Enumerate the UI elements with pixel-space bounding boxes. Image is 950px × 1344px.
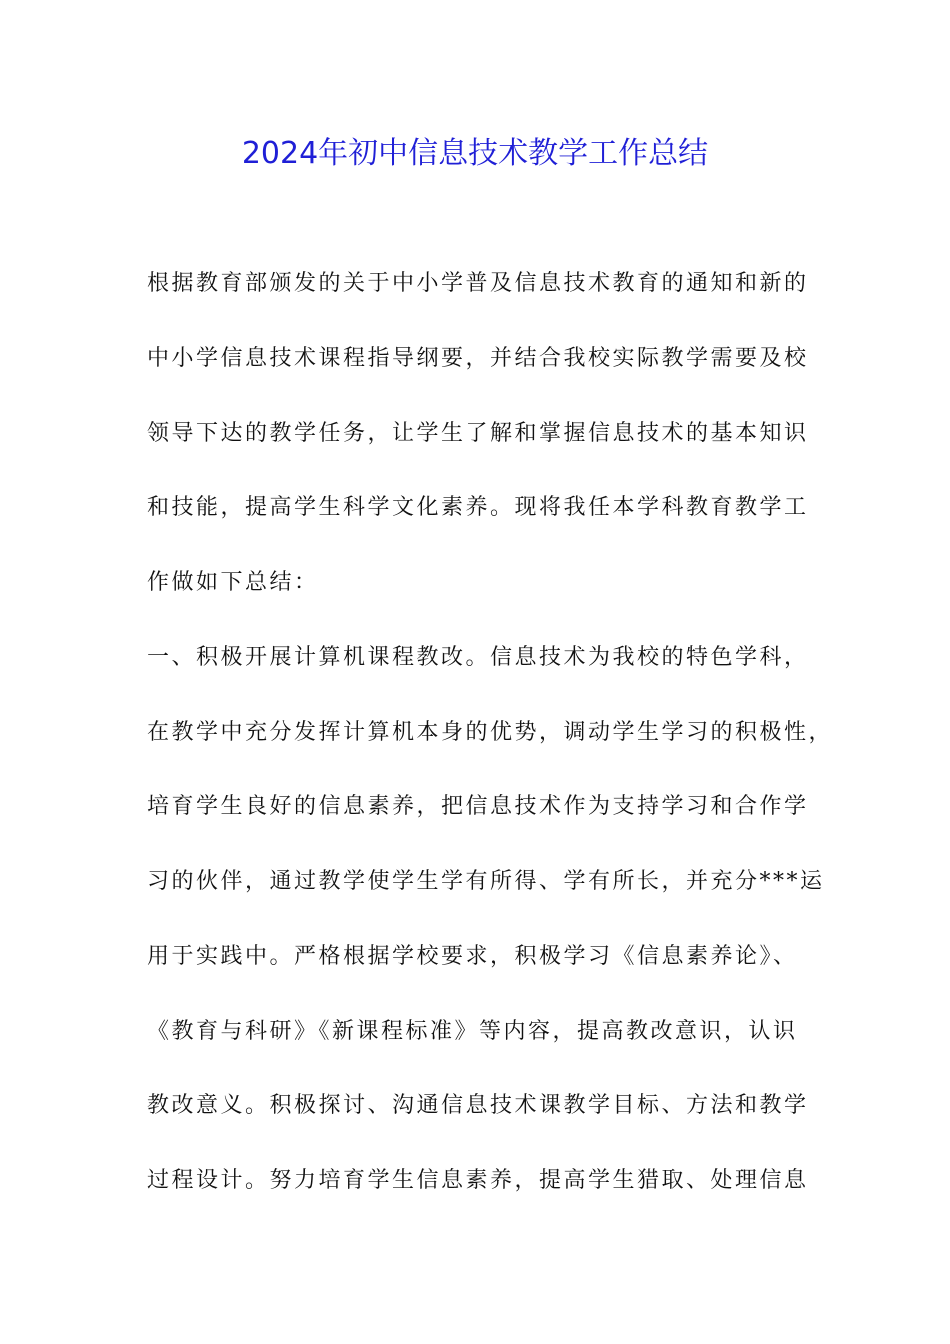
body-line-6: 一、积极开展计算机课程教改。信息技术为我校的特色学科， (147, 645, 809, 670)
body-line-5: 作做如下总结： (147, 570, 319, 595)
document-title: 2024年初中信息技术教学工作总结 (241, 136, 709, 171)
body-line-13: 过程设计。努力培育学生信息素养，提高学生猎取、处理信息 (147, 1168, 809, 1193)
body-line-3: 领导下达的教学任务，让学生了解和掌握信息技术的基本知识 (147, 421, 809, 446)
body-line-8: 培育学生良好的信息素养，把信息技术作为支持学习和合作学 (147, 794, 809, 819)
body-line-7: 在教学中充分发挥计算机本身的优势，调动学生学习的积极性， (147, 720, 834, 745)
body-line-12: 教改意义。积极探讨、沟通信息技术课教学目标、方法和教学 (147, 1093, 809, 1118)
body-line-1: 根据教育部颁发的关于中小学普及信息技术教育的通知和新的 (147, 271, 809, 296)
body-line-11: 《教育与科研》《新课程标准》等内容，提高教改意识，认识 (147, 1019, 798, 1044)
body-line-10: 用于实践中。严格根据学校要求，积极学习《信息素养论》、 (147, 944, 798, 969)
body-line-4: 和技能，提高学生科学文化素养。现将我任本学科教育教学工 (147, 495, 809, 520)
body-line-2: 中小学信息技术课程指导纲要，并结合我校实际教学需要及校 (147, 346, 809, 371)
body-line-9: 习的伙伴，通过教学使学生学有所得、学有所长，并充分***运 (147, 869, 825, 894)
